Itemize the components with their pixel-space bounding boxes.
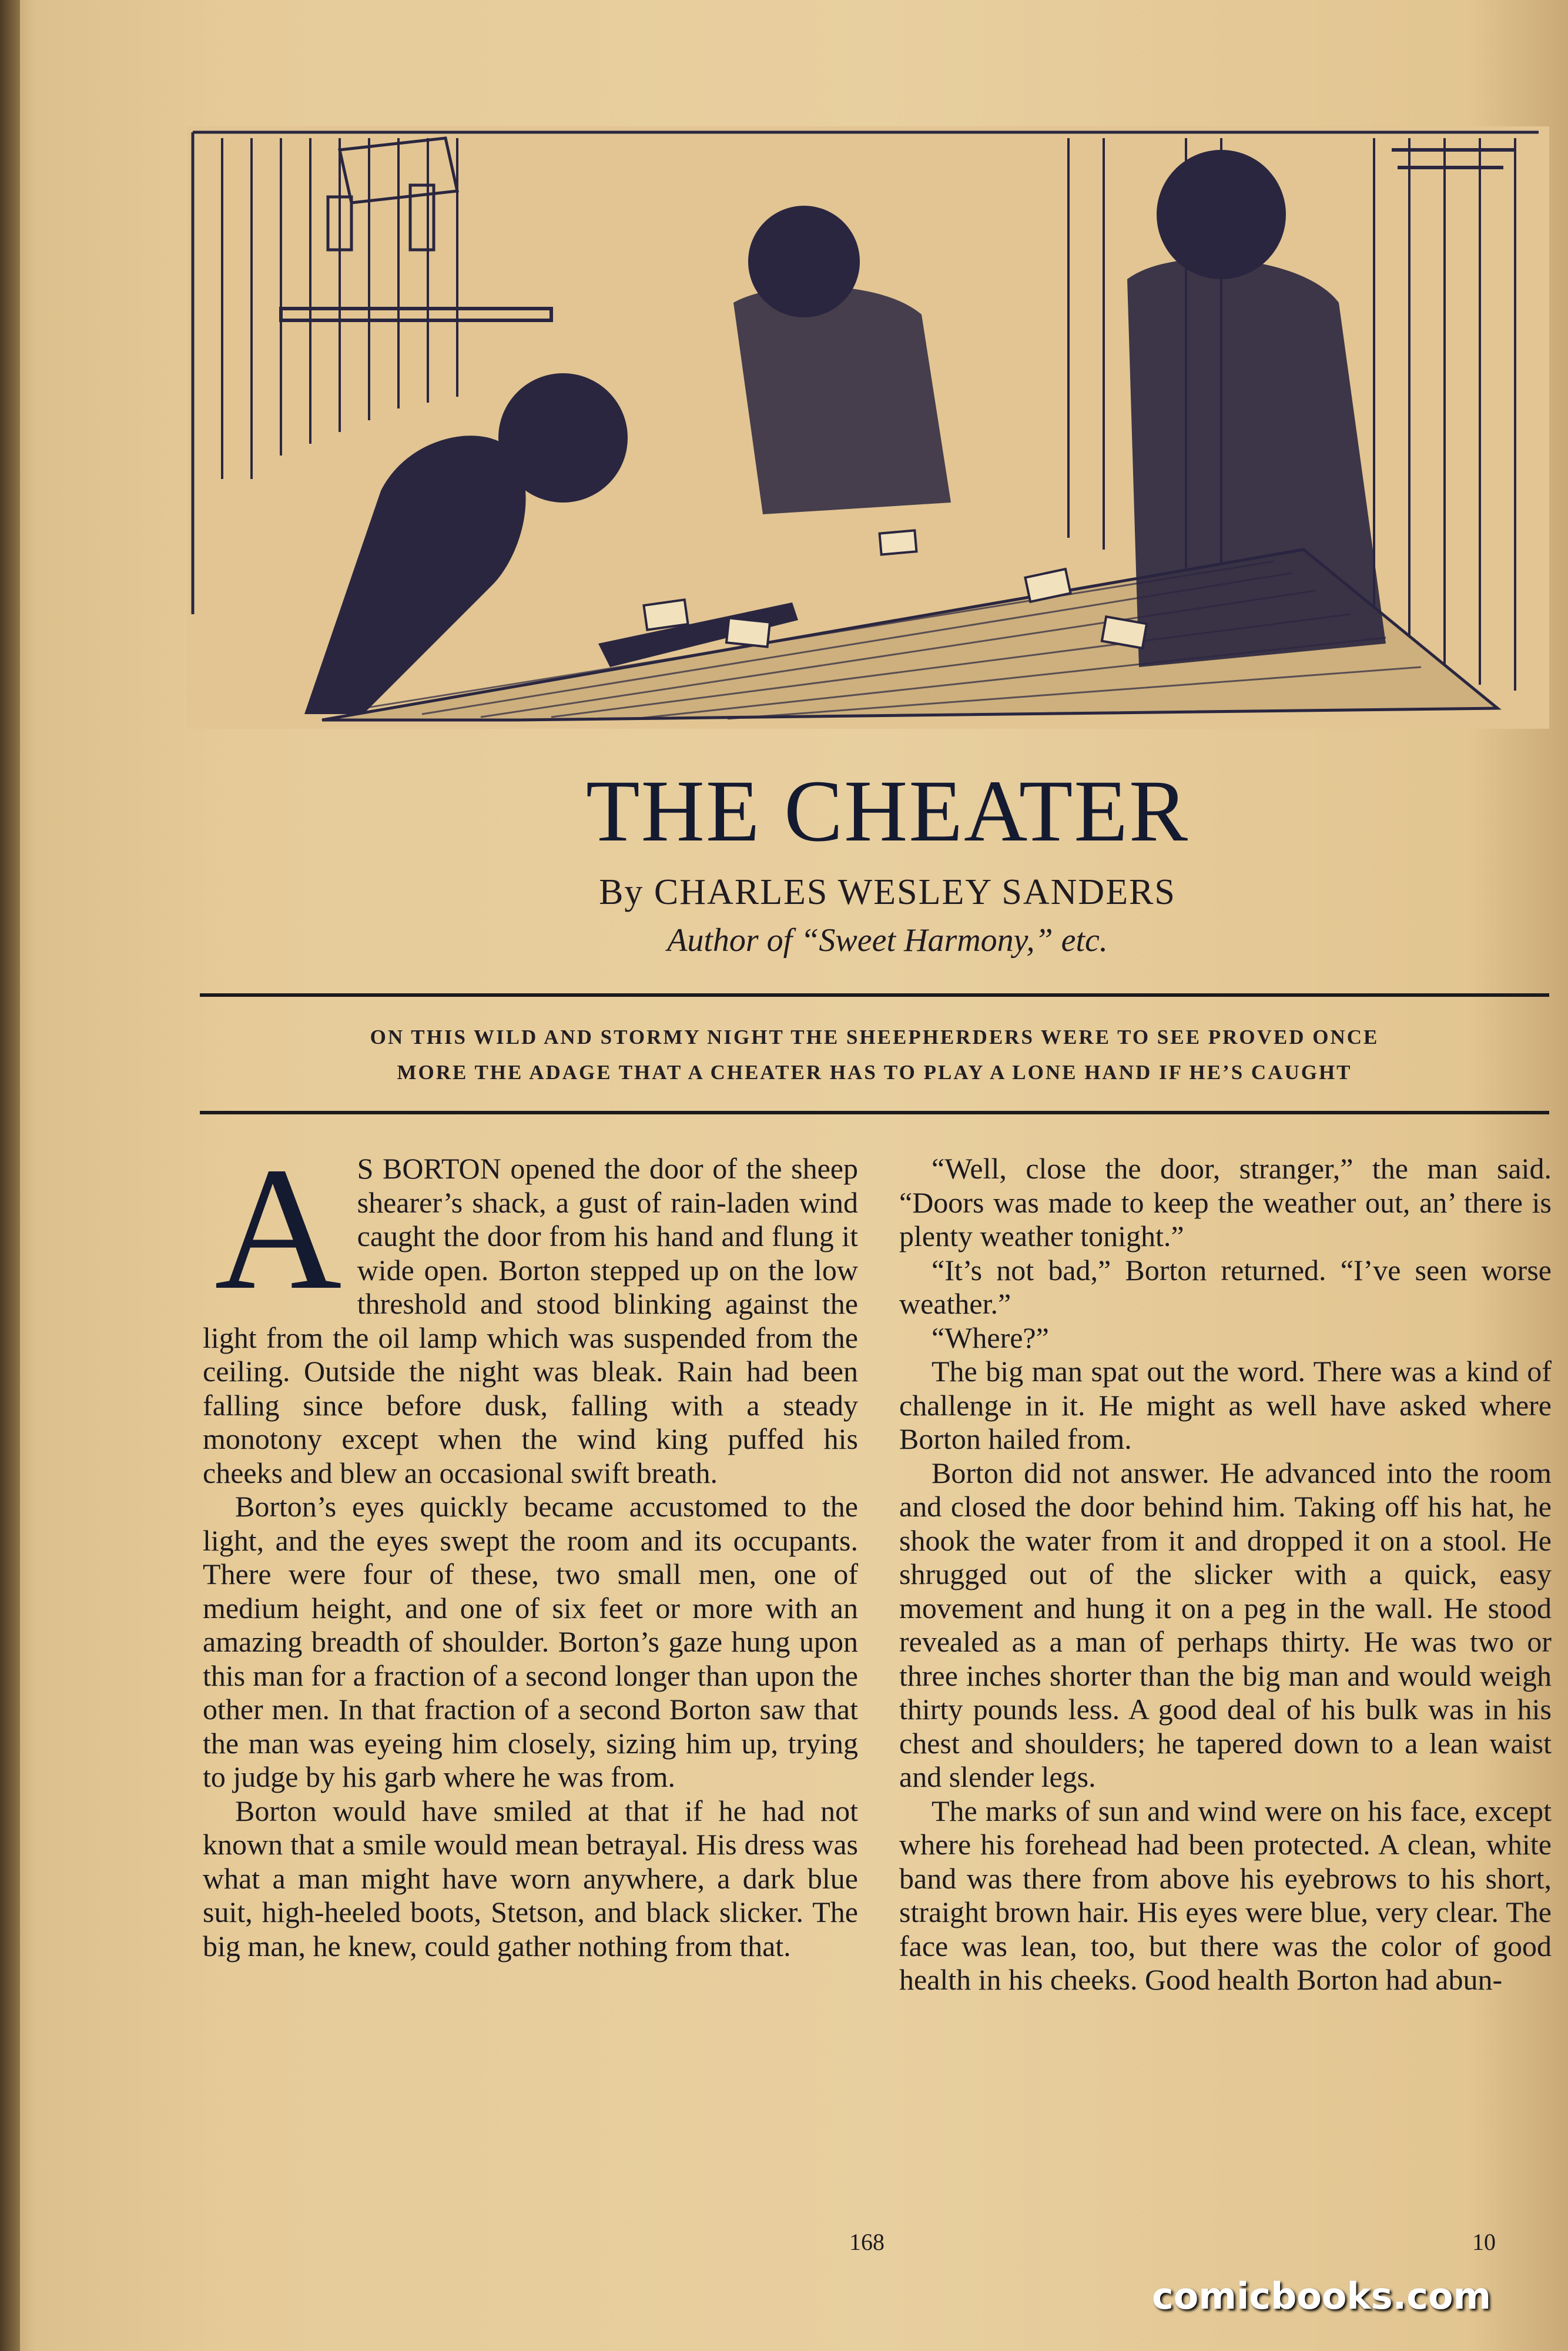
paragraph-text: S BORTON opened the door of the sheep shearer’s shack, a gust of rain-laden wind caught the door from his hand and flung it wide open. Borton stepped up on the low threshold and stood blinking against the light from the oil lamp which was suspended from the ceiling. Outside the night was bleak. Rain had been falling since before dusk, falling with a steady monotony except when the wind king puffed his cheeks and blew an occasional swift breath. [203, 1152, 858, 1489]
paragraph: “It’s not bad,” Borton returned. “I’ve seen worse weather.” [899, 1253, 1552, 1320]
story-illustration [187, 126, 1549, 729]
binding-edge [0, 0, 20, 2351]
paragraph: Borton’s eyes quickly became accustomed to the light, and the eyes swept the room and its occupants. There were four of these, two small men, one of medium height, and one of six feet or more with an amazing breadth of shoulder. Borton’s gaze hung upon this man for a fraction of a second longer than upon the other men. In that fraction of a second Borton saw that the man was eyeing him closely, sizing him up, trying to judge by his garb where he was from. [203, 1490, 858, 1793]
right-column [899, 1152, 1552, 1997]
story-title: THE CHEATER [585, 762, 1190, 860]
watermark: comicbooks.com [1152, 2275, 1492, 2317]
left-column [203, 1131, 858, 1963]
signature-mark: 10 [1472, 2229, 1496, 2255]
byline: By CHARLES WESLEY SANDERS [599, 872, 1176, 912]
paragraph: “Well, close the door, stranger,” the man said. “Doors was made to keep the weather out, an’ there is plenty weather tonight.” [899, 1152, 1552, 1252]
deck-line-1: ON THIS WILD AND STORMY NIGHT THE SHEEPHERDERS WERE TO SEE PROVED ONCE [370, 1026, 1379, 1049]
paragraph: Borton did not answer. He advanced into the room and closed the door behind him. Taking off his hat, he shook the water from it and dropped it on a stool. He shrugged out of the slicker with a quick, easy movement and hung it on a peg in the wall. He stood revealed as a man of perhaps thirty. He was two or three inches shorter than the big man and would weigh thirty pounds less. A good deal of his bulk was in his chest and shoulders; he tapered down to a lean waist and slender legs. [899, 1456, 1552, 1793]
paragraph: The marks of sun and wind were on his face, except where his forehead had been protected. A clean, white band was there from above his eyebrows to his short, straight brown hair. His eyes were blue, very clear. The face was lean, too, but there was the color of good health in his cheeks. Good health Borton had abun- [899, 1794, 1552, 1996]
divider-top [200, 993, 1549, 997]
deck-line-2: MORE THE ADAGE THAT A CHEATER HAS TO PLAY A LONE HAND IF HE’S CAUGHT [397, 1061, 1352, 1084]
paragraph: “Where?” [932, 1321, 1049, 1354]
page-number: 168 [849, 2229, 884, 2255]
drop-cap: A [215, 1131, 342, 1326]
paragraph: Borton would have smiled at that if he had not known that a smile would mean betrayal. His dress was what a man might have worn anywhere, a dark blue suit, high-heeled boots, Stetson, and black slicker. The big man, he knew, could gather nothing from that. [203, 1794, 858, 1962]
paragraph: The big man spat out the word. There was a kind of challenge in it. He might as well have asked where Borton hailed from. [899, 1355, 1552, 1455]
paragraph [203, 1131, 858, 1490]
author-credits: Author of “Sweet Harmony,” etc. [667, 922, 1108, 959]
divider-bottom [200, 1111, 1549, 1114]
